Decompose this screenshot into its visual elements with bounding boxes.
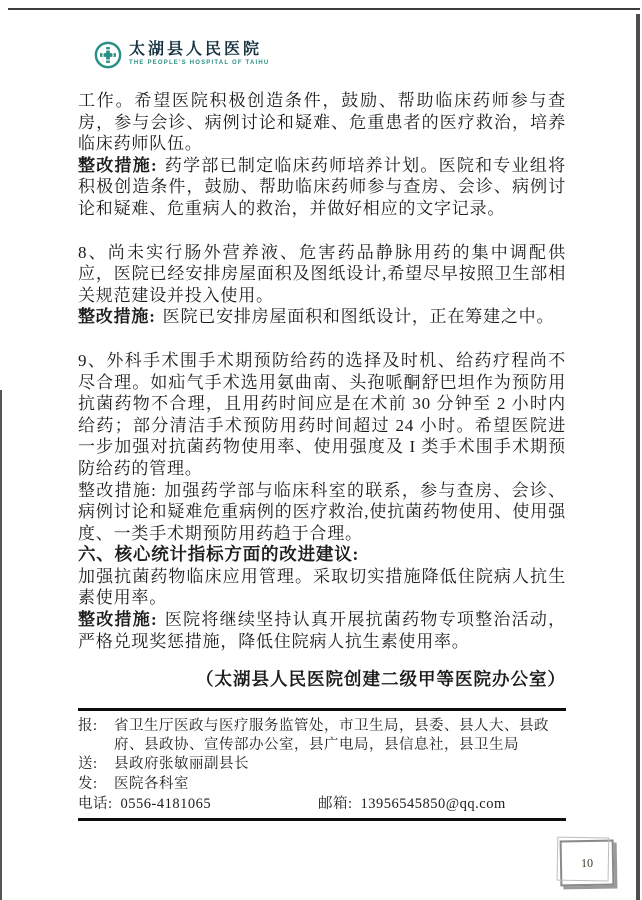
hospital-name-block	[129, 40, 269, 67]
section-heading: 六、核心统计指标方面的改进建议:	[78, 544, 360, 565]
issue-text: 医院各科室	[114, 775, 189, 792]
paragraph	[78, 566, 566, 609]
paragraph-text: 加强药学部与临床科室的联系，参与查房、会诊、病例讨论和疑难危重病例的医疗救治,使抗菌药物使用、使用强度、一类手术期预防用药趋于合理。	[78, 480, 566, 543]
paragraph	[78, 306, 566, 328]
phone-group	[78, 795, 318, 814]
hospital-emblem-icon	[94, 41, 122, 69]
phone-number: 0556-4181065	[120, 796, 212, 813]
issue-row	[78, 775, 566, 794]
send-label: 送:	[78, 756, 98, 773]
paragraph	[78, 90, 566, 155]
email-group	[318, 795, 506, 814]
issue-label: 发:	[78, 775, 98, 792]
remediation-label: 整改措施:	[78, 307, 156, 327]
report-label: 报:	[78, 718, 98, 735]
contact-row	[78, 795, 566, 814]
document-body	[78, 90, 566, 691]
paragraph	[78, 155, 566, 220]
email-address: 13956545850@qq.com	[360, 796, 506, 813]
paragraph-item-9	[78, 350, 566, 480]
paragraph-text: 工作。希望医院积极创造条件，鼓励、帮助临床药师参与查房，参与会诊、病例讨论和疑难、危重患者的医疗救治，培养临床药师队伍。	[78, 91, 566, 154]
hospital-logo	[94, 40, 566, 80]
page-number-stamp	[560, 840, 615, 887]
send-text: 县政府张敏丽副县长	[114, 756, 249, 773]
paragraph	[78, 480, 566, 545]
office-signature: （太湖县人民医院创建二级甲等医院办公室）	[196, 669, 566, 690]
report-text: 省卫生厅医政与医疗服务监管处，市卫生局，县委、县人大、县政府、县政协、宣传部办公室，县广电局，县信息社，县卫生局	[114, 718, 549, 753]
paragraph-text: 加强抗菌药物临床应用管理。采取切实措施降低住院病人抗生素使用率。	[78, 566, 566, 608]
page-number: 10	[580, 855, 594, 870]
email-label: 邮箱:	[318, 796, 353, 813]
paragraph-text: 医院将继续坚持认真开展抗菌药物专项整治活动，严格兑现奖惩措施，降低住院病人抗生素使用率。	[78, 610, 566, 651]
paragraph-item-8	[78, 242, 566, 307]
paragraph-text: 医院已安排房屋面积和图纸设计，正在筹建之中。	[162, 307, 555, 327]
paragraph-text: 9、外科手术围手术期预防给药的选择及时机、给药疗程尚不尽合理。如疝气手术选用氨曲南、头孢哌酮舒巴坦作为预防用抗菌药物不合理，且用药时间应是在术前 30 分钟至 2 小时内给药；部分清洁手术预防用药时间超过 24 小时。希望医院进一步加强对抗菌药物使用率、使用强度及 I 类手术围手术期预防给药的管理。	[78, 350, 566, 478]
paragraph-text: 药学部已制定临床药师培养计划。医院和专业组将积极创造条件，鼓励、帮助临床药师参与查房、会诊、病例讨论和疑难、危重病人的救治，并做好相应的文字记录。	[78, 155, 566, 218]
paragraph-text: 8、尚未实行肠外营养液、危害药品静脉用药的集中调配供应，医院已经安排房屋面积及图纸设计,希望尽早按照卫生部相关规范建设并投入使用。	[78, 242, 566, 305]
remediation-label: 整改措施:	[78, 610, 158, 630]
hospital-name-cn: 太湖县人民医院	[129, 41, 263, 58]
paragraph	[78, 609, 566, 652]
divider-bottom	[78, 818, 566, 821]
divider-top	[78, 708, 566, 711]
remediation-label: 整改措施:	[78, 155, 158, 175]
distribution-block	[78, 717, 566, 814]
send-row	[78, 755, 566, 774]
report-row	[78, 717, 566, 754]
phone-label: 电话:	[78, 796, 113, 813]
remediation-label: 整改措施:	[78, 480, 157, 500]
hospital-name-en: THE PEOPLE'S HOSPITAL OF TAIHU	[129, 60, 270, 66]
